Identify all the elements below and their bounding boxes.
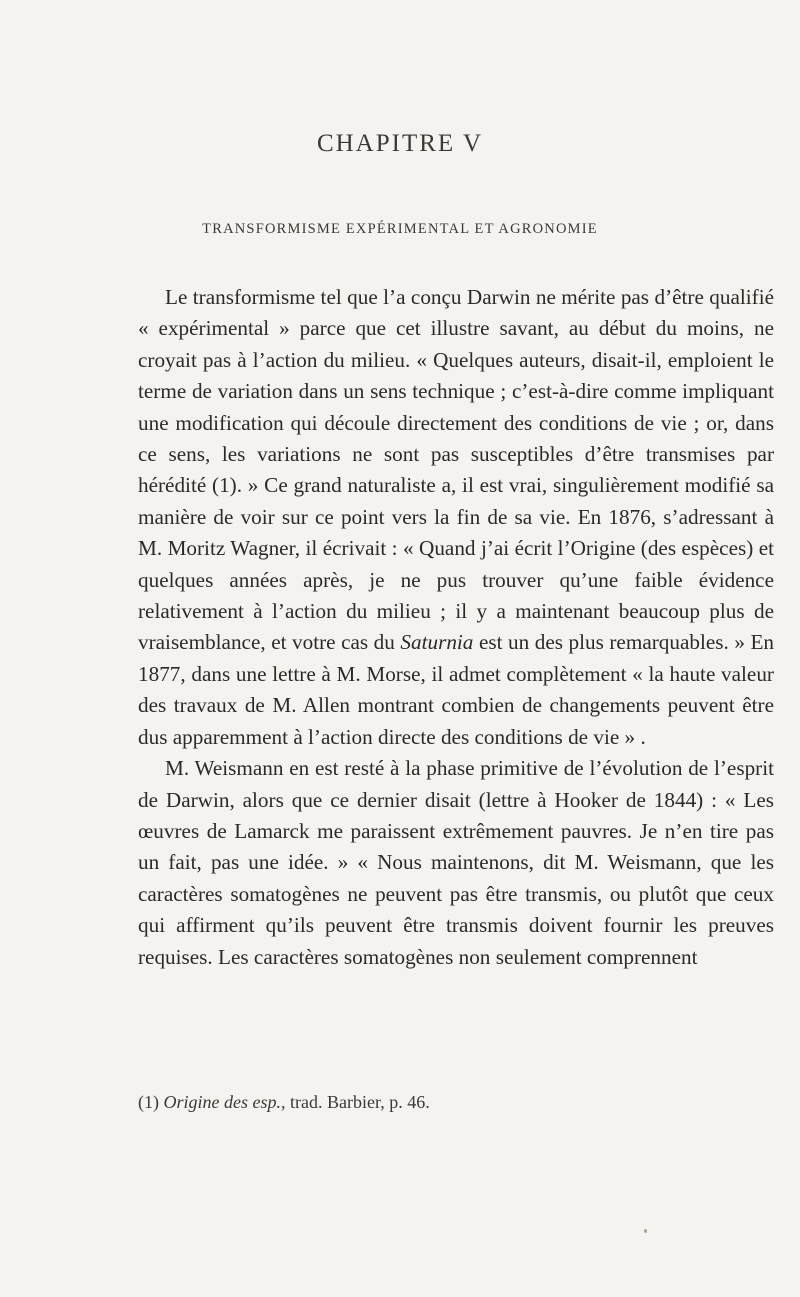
paragraph-2: M. Weismann en est resté à la phase primitive de l’évolution de l’esprit de Darwin, alors que ce dernier disait (lettre à Hooker de 1844) : « Les œuvres de Lamarck me paraissent extrêmement pauvres. Je n’en tire pas un fait, pas une idée. » « Nous maintenons, dit M. Weismann, que les caractères somatogènes ne peuvent pas être transmis, ou plutôt que ceux qui affirment qu’ils peuvent être transmis doivent fournir les preuves requises. Les caractères somatogènes non seulement comprennent bbox=[138, 756, 774, 969]
footnote-source-title: Origine des esp., bbox=[163, 1092, 286, 1112]
body-text bbox=[138, 282, 774, 973]
footnote-marker: (1) bbox=[138, 1092, 159, 1112]
paragraph-1-text-end: est un des plus remarquables. » En 1877, dans une lettre à M. Morse, il admet complètement « la haute valeur des travaux de M. Allen montrant combien de changements peuvent être dus apparemment à l’action directe des conditions de vie » . bbox=[138, 630, 774, 749]
paragraph-1-text: Le transformisme tel que l’a conçu Darwin ne mérite pas d’être qualifié « expérimental » parce que cet illustre savant, au début du moins, ne croyait pas à l’action du milieu. « Quelques auteurs, disait-il, emploient le terme de variation dans un sens technique ; c’est-à-dire comme impliquant une modification qui découle directement des conditions de vie ; or, dans ce sens, les variations ne sont pas susceptibles d’être transmises par hérédité (1). » Ce grand naturaliste a, il est vrai, singulièrement modifié sa manière de voir sur ce point vers la fin de sa vie. En 1876, s’adressant à M. Moritz Wagner, il écrivait : « Quand j’ai écrit l’Origine (des espèces) et quelques années après, je ne pus trouver qu’une faible évidence relativement à l’action du milieu ; il y a maintenant beaucoup plus de vraisemblance, et votre cas du bbox=[138, 285, 774, 655]
chapter-title: CHAPITRE V bbox=[316, 130, 484, 157]
footnote-source-details: trad. Barbier, p. 46. bbox=[285, 1092, 430, 1112]
section-title: TRANSFORMISME EXPÉRIMENTAL ET AGRONOMIE bbox=[202, 221, 598, 237]
paragraph-1 bbox=[138, 282, 774, 753]
paper-speck bbox=[644, 1229, 647, 1233]
italic-term-saturnia: Saturnia bbox=[400, 630, 474, 655]
footnote bbox=[138, 1089, 774, 1115]
